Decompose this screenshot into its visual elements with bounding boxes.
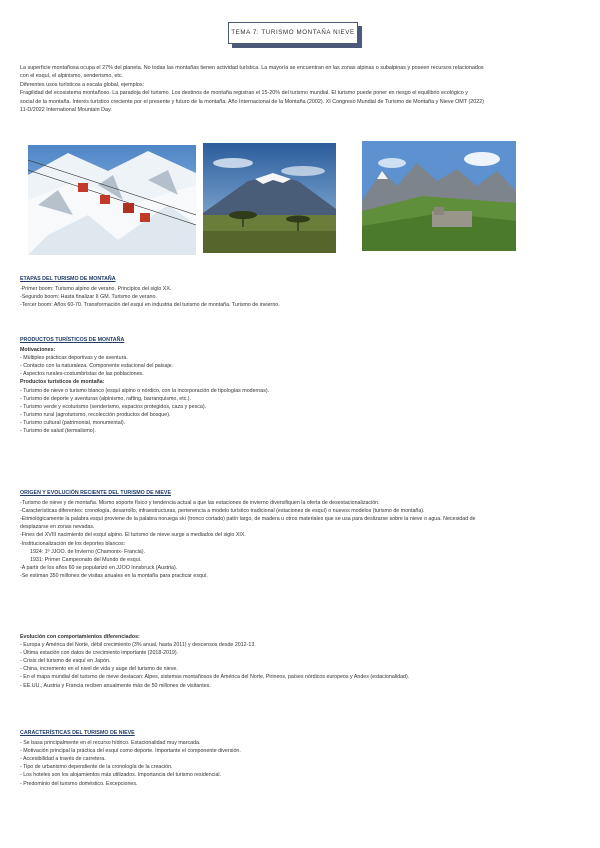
list-item: desplazarse en zonas nevadas. — [20, 524, 95, 531]
list-item: - Turismo de nieve o turismo blanco (esquí alpino o nórdico, con la incorporación de tipologías modernas). — [20, 387, 270, 394]
list-item: - China, incremento en el nivel de vida y auge del turismo de nieve. — [20, 666, 178, 673]
section-evolucion — [20, 633, 590, 690]
section-heading: CARACTERÍSTICAS DEL TURISMO DE NIEVE — [20, 730, 135, 736]
intro-line: La superficie montañosa ocupa el 27% del planeta. No todas las montañas tienen actividad turística. La mayoría se encuentran en las zonas alpinas o subalpinas y poseen recursos relacionados — [20, 65, 484, 71]
intro-line: con el esquí, el alpinismo, senderismo, etc. — [20, 73, 124, 80]
list-item: - Crisis del turismo de esquí en Japón. — [20, 658, 111, 665]
title-box — [228, 22, 362, 48]
intro-line: 11-D/2022 International Mountain Day. — [20, 107, 112, 114]
intro-line: Diferentes usos turísticos a escala global, ejemplos: — [20, 81, 145, 88]
section-productos — [20, 336, 590, 435]
list-item: - Turismo cultural (patrimonial, monumental). — [20, 419, 126, 426]
section-etapas — [20, 275, 590, 309]
page-title: TEMA 7: TURISMO MONTAÑA NIEVE — [228, 22, 358, 44]
list-item: - Los hoteles son los alojamientos más utilizados. Importancia del turismo residencial. — [20, 772, 222, 779]
list-item: - Última estación con datos de crecimiento importante (2018-2019). — [20, 650, 179, 657]
list-item: -Segundo boom: Hasta finalizar II GM. Turismo de verano. — [20, 294, 157, 301]
list-item: - En el mapa mundial del turismo de nieve destacan: Alpes, sistemas montañosos de América del Norte, Pirineos, países nórdicos europeos y Andes (estacionalidad). — [20, 674, 410, 681]
list-item: 1924: 1º JJOO. de Invierno (Chamonix- Francia). — [30, 548, 145, 555]
section-heading: ETAPAS DEL TURISMO DE MONTAÑA — [20, 276, 116, 282]
intro-line: social de la montaña. Interés turístico creciente por el presente y futuro de la montaña. Año Internacional de la Montaña (2002). XI Congreso Mundial de Turismo de Montaña y Nieve OMT (2022) — [20, 98, 485, 105]
section-heading: PRODUCTOS TURÍSTICOS DE MONTAÑA — [20, 337, 125, 343]
list-item: - Turismo de deporte y aventuras (alpinismo, rafting, barranquismo, etc.). — [20, 395, 192, 402]
list-item: - Tipo de urbanismo dependiente de la cronología de la creación. — [20, 764, 173, 771]
list-item: 1931: Primer Campeonato del Mundo de esquí. — [30, 556, 142, 563]
list-item: -Fines del XVIII nacimiento del esquí alpino. El turismo de nieve surge a mediados del siglo XIX. — [20, 532, 246, 539]
section-caracteristicas — [20, 729, 590, 788]
list-item: -Etimológicamente la palabra esquí proviene de la palabra noruega skí (tronco cortado) patín largo, de madera u otros materiales que se usa para deslizarse sobre la nieve o agua. Necesidad de — [20, 516, 476, 523]
list-item: - EE.UU., Austria y Francia reciben anualmente más de 50 millones de visitantes. — [20, 682, 211, 689]
list-item: - Aspectos rurales-costumbristas de las poblaciones. — [20, 371, 144, 378]
list-item: - Motivación principal la práctica del esquí como deporte. Importante el componente diversión. — [20, 748, 241, 755]
list-item: -Tercer boom: Años 60-70. Transformación del esquí en industria del turismo de montaña. Turismo de invierno. — [20, 302, 280, 309]
list-item: -Características diferentes: cronología, desarrollo, infraestructuras, pertenencia a modelo turístico tradicional (estaciones de esquí) o nuevos modelos (turismo de montaña). — [20, 508, 425, 515]
list-item: - Europa y América del Norte, débil crecimiento (3% anual, hasta 2011) y descensos desde 2012-13. — [20, 642, 256, 649]
list-item: - Múltiples prácticas deportivas y de aventura. — [20, 355, 128, 362]
subheading: Evolución con comportamientos diferenciados: — [20, 634, 140, 640]
list-item: -Se estiman 350 millones de visitas anuales en la montaña para practicar esquí. — [20, 572, 208, 579]
list-item: - Accesibilidad a través de carretera. — [20, 756, 106, 763]
section-heading: ORIGEN Y EVOLUCIÓN RECIENTE DEL TURISMO DE NIEVE — [20, 490, 171, 496]
list-item: -Turismo de nieve y de montaña. Mismo soporte físico y tendencia actual a que las estaciones de invierno diversifiquen la oferta de desestacionalización. — [20, 500, 380, 507]
list-item: -Institucionalización de los deportes blancos: — [20, 540, 126, 547]
list-item: - Turismo rural (agroturismo, recolección productos del bosque). — [20, 411, 171, 418]
list-item: - Turismo de salud (termalismo). — [20, 428, 96, 435]
list-item: - Turismo verde y ecoturismo (senderismo, espacios protegidos, caza y pesca). — [20, 403, 207, 410]
list-item: -Primer boom: Turismo alpino de verano. Principios del siglo XX. — [20, 286, 172, 293]
list-item: - Contacto con la naturaleza. Componente estacional del paisaje. — [20, 363, 174, 370]
ski-resort-photo — [28, 145, 196, 255]
list-item: - Se basa principalmente en el recurso hídrico. Estacionalidad muy marcada. — [20, 740, 201, 747]
section-origen — [20, 489, 590, 580]
intro-paragraph — [20, 64, 580, 114]
intro-line: Fragilidad del ecosistema montañoso. La paradoja del turismo. Los destinos de montaña registran el 15-20% del turismo mundial. El turismo puede poner en riesgo el equilibrio ecológico y — [20, 90, 468, 97]
alpine-meadow-photo — [362, 141, 516, 251]
kilimanjaro-photo — [203, 143, 336, 253]
subheading: Motivaciones: — [20, 347, 56, 354]
subheading: Productos turísticos de montaña: — [20, 379, 105, 386]
list-item: - Predominio del turismo doméstico. Excepciones. — [20, 780, 138, 787]
list-item: -A partir de los años 60 se popularizó en JJOO Innsbruck (Austria). — [20, 564, 178, 571]
